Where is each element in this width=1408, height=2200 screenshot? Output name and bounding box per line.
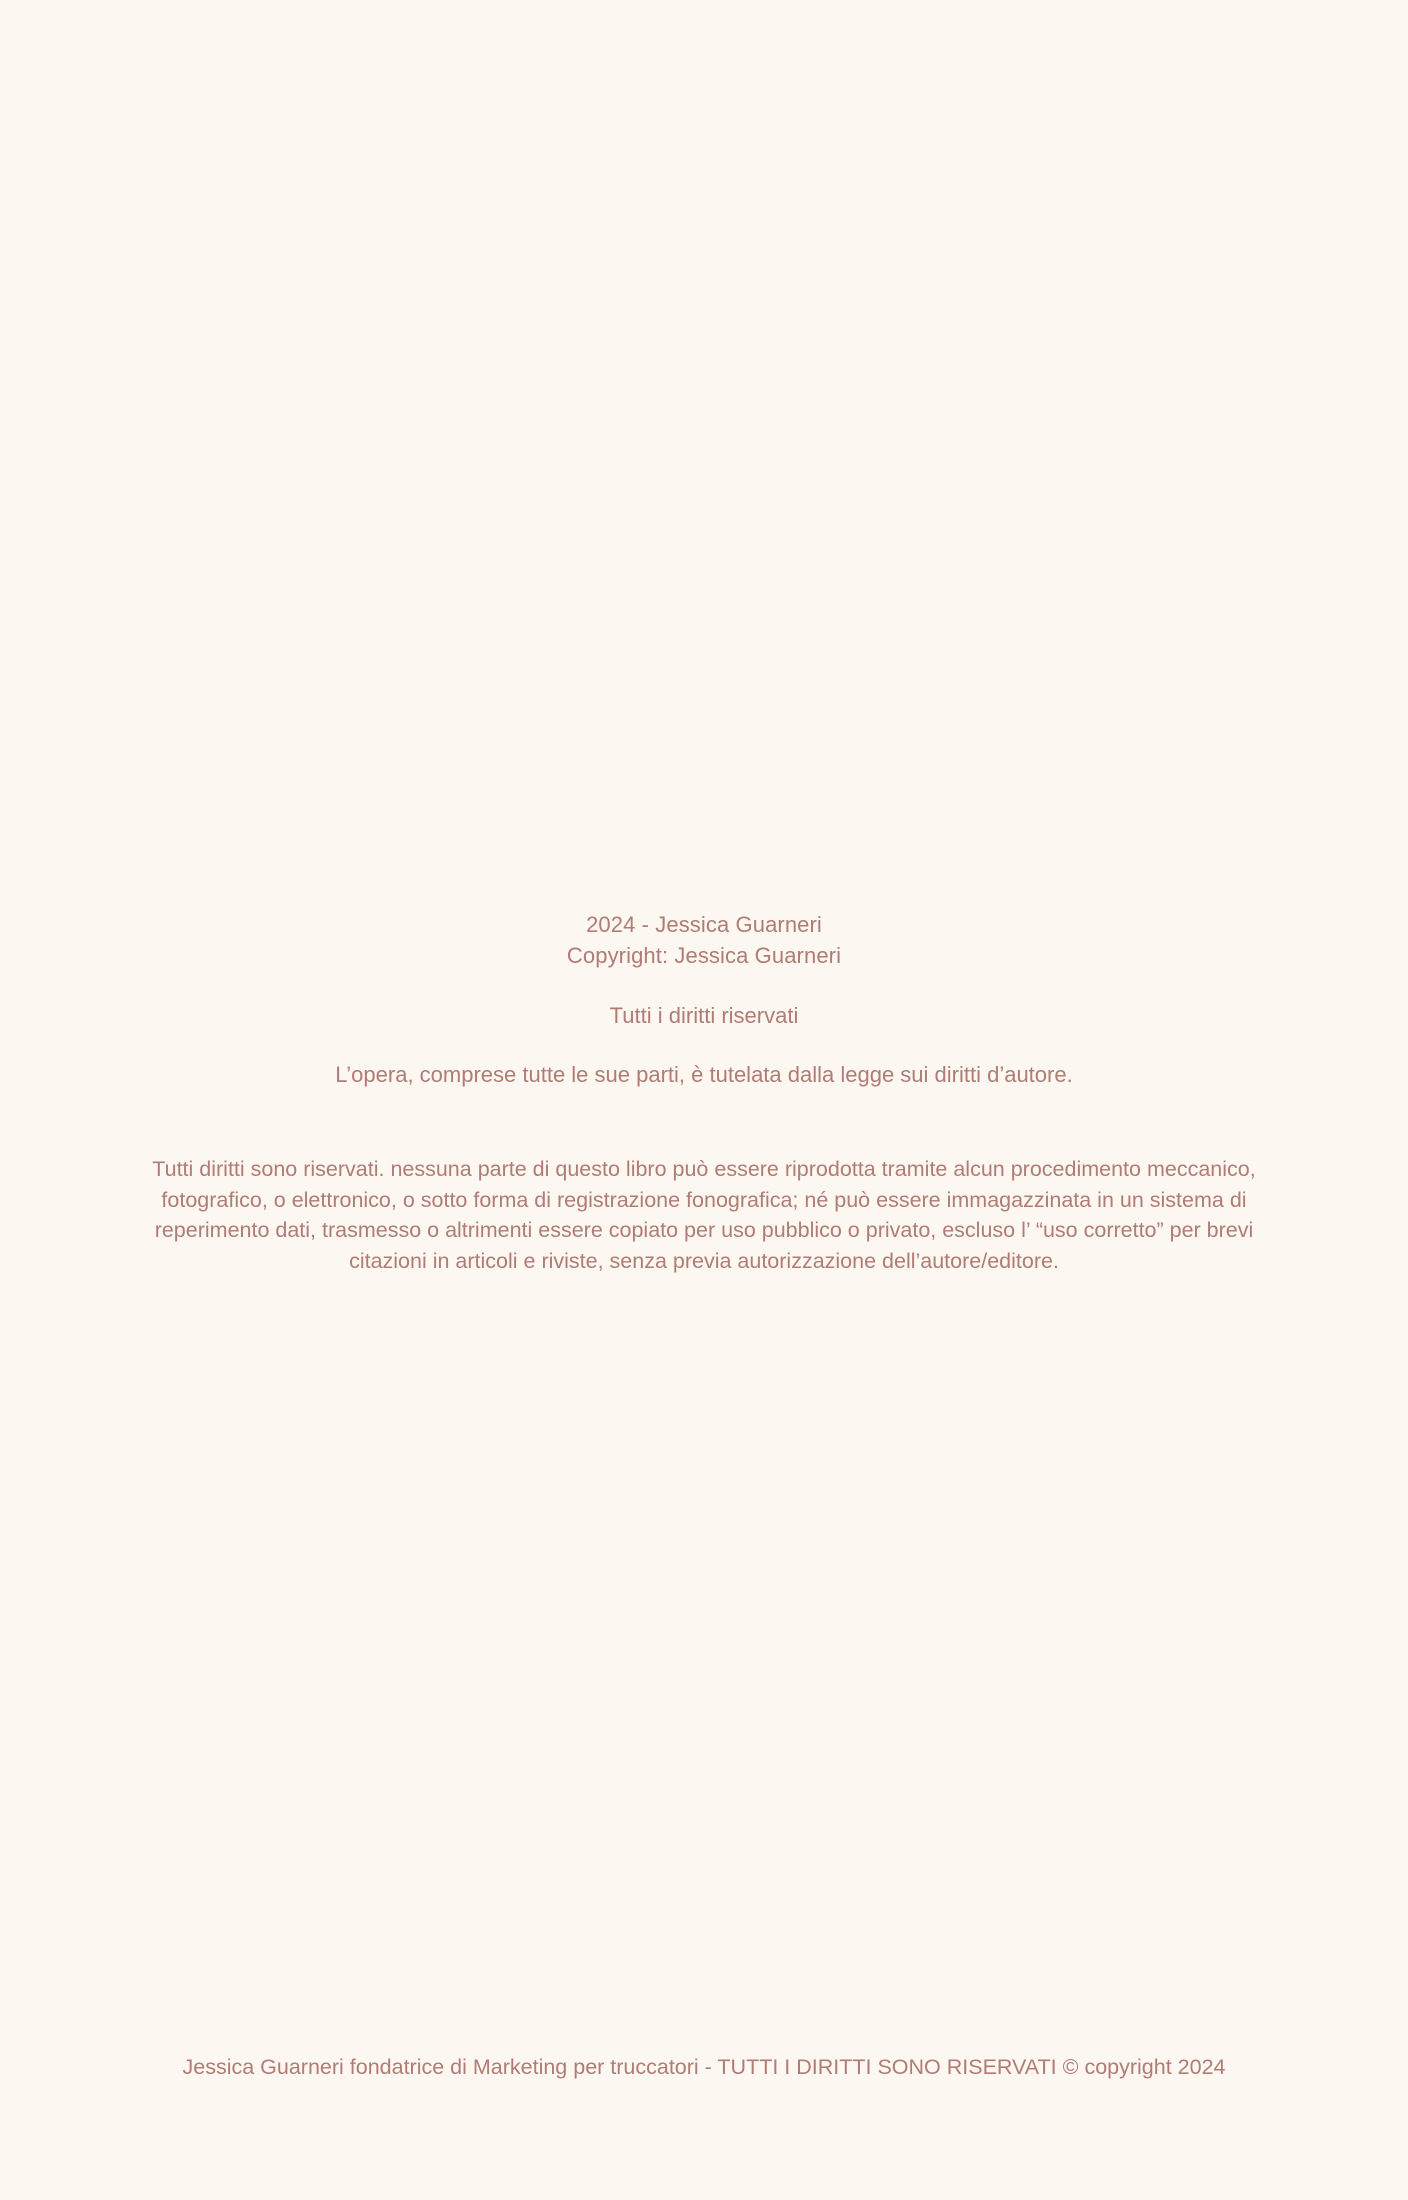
work-protection-line: L’opera, comprese tutte le sue parti, è tutelata dalla legge sui diritti d’autore.: [335, 1062, 1073, 1087]
copyright-block: [0, 910, 1408, 1276]
copyright-holder: Copyright: Jessica Guarneri: [566, 942, 842, 968]
copyright-year-author: 2024 - Jessica Guarneri: [586, 912, 822, 937]
rights-reserved-line: Tutti i diritti riservati: [609, 1003, 799, 1028]
page-footer: Jessica Guarneri fondatrice di Marketing per truccatori - TUTTI I DIRITTI SONO RISERVATI © copyright 2024: [182, 2055, 1226, 2079]
legal-notice-paragraph: Tutti diritti sono riservati. nessuna parte di questo libro può essere riprodotta tramite alcun procedimento meccanico, fotografico, o elettronico, o sotto forma di registrazione fonografica; né può essere immagazzinata in un sistema di reperimento dati, trasmesso o altrimenti essere copiato per uso pubblico o privato, escluso l’ “uso corretto” per brevi citazioni in articoli e riviste, senza previa autorizzazione dell’autore/editore.: [152, 1157, 1256, 1273]
